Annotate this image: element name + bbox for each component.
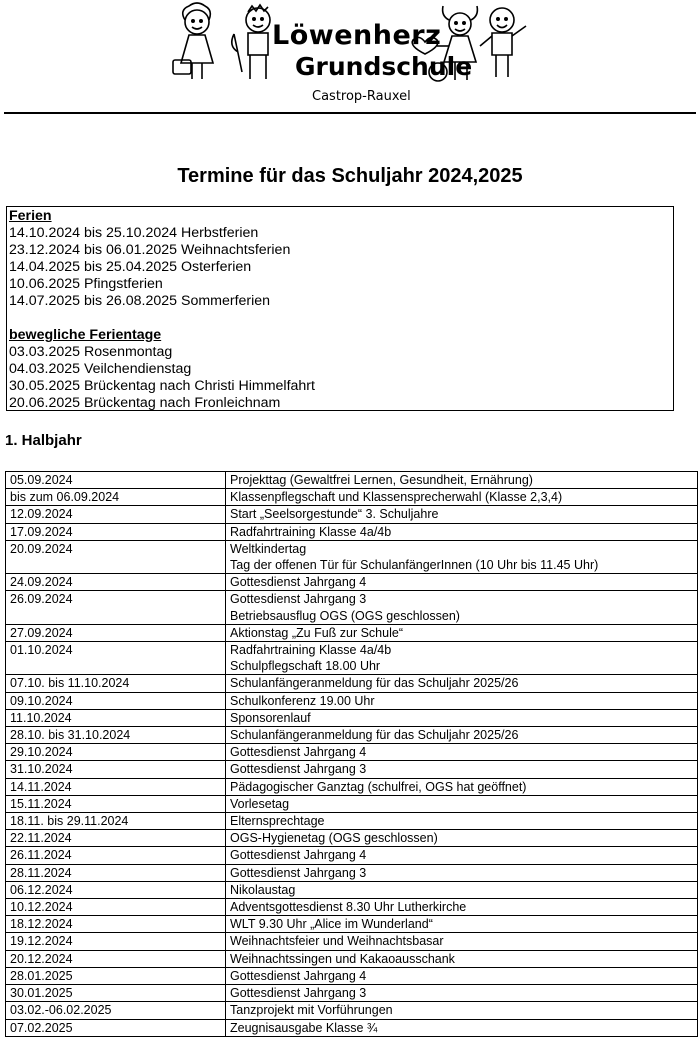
date-cell: 24.09.2024 xyxy=(6,574,226,591)
page-title: Termine für das Schuljahr 2024,2025 xyxy=(177,165,523,187)
table-row xyxy=(6,692,698,709)
table-row xyxy=(6,985,698,1002)
event-line: Vorlesetag xyxy=(230,796,290,811)
event-cell xyxy=(226,675,698,692)
event-line: OGS-Hygienetag (OGS geschlossen) xyxy=(230,831,438,846)
event-line: Klassenpflegschaft und Klassensprecherwahl (Klasse 2,3,4) xyxy=(230,490,563,505)
event-line: Betriebsausflug OGS (OGS geschlossen) xyxy=(230,608,460,623)
movable-day-item: 03.03.2025 Rosenmontag xyxy=(9,344,173,360)
date-cell: 28.10. bis 31.10.2024 xyxy=(6,727,226,744)
table-row xyxy=(6,744,698,761)
event-line: Elternsprechtage xyxy=(230,814,325,829)
table-row xyxy=(6,813,698,830)
date-cell: 17.09.2024 xyxy=(6,523,226,540)
event-cell xyxy=(226,523,698,540)
table-row xyxy=(6,642,698,675)
date-cell: 15.11.2024 xyxy=(6,795,226,812)
table-row xyxy=(6,506,698,523)
date-cell: 03.02.-06.02.2025 xyxy=(6,1002,226,1019)
event-line: Gottesdienst Jahrgang 4 xyxy=(230,848,367,863)
table-row xyxy=(6,1002,698,1019)
table-row xyxy=(6,574,698,591)
header-divider xyxy=(4,112,696,114)
table-row xyxy=(6,540,698,573)
event-line: Schulkonferenz 19.00 Uhr xyxy=(230,693,375,708)
event-line: Aktionstag „Zu Fuß zur Schule“ xyxy=(230,625,403,640)
event-cell xyxy=(226,709,698,726)
event-cell xyxy=(226,761,698,778)
holiday-item: 23.12.2024 bis 06.01.2025 Weihnachtsferien xyxy=(9,242,291,258)
holiday-item: 14.04.2025 bis 25.04.2025 Osterferien xyxy=(9,259,252,275)
table-row xyxy=(6,778,698,795)
event-cell xyxy=(226,933,698,950)
event-cell xyxy=(226,985,698,1002)
holiday-item: 14.07.2025 bis 26.08.2025 Sommerferien xyxy=(9,293,271,309)
date-cell: 09.10.2024 xyxy=(6,692,226,709)
event-line: Gottesdienst Jahrgang 3 xyxy=(230,986,367,1001)
table-row xyxy=(6,864,698,881)
event-line: Weihnachtsfeier und Weihnachtsbasar xyxy=(230,934,444,949)
date-cell: 19.12.2024 xyxy=(6,933,226,950)
event-cell xyxy=(226,967,698,984)
date-cell: 22.11.2024 xyxy=(6,830,226,847)
date-cell: 20.12.2024 xyxy=(6,950,226,967)
section-heading-halbjahr: 1. Halbjahr xyxy=(5,432,82,449)
event-line: Gottesdienst Jahrgang 3 xyxy=(230,592,367,607)
table-row xyxy=(6,847,698,864)
event-cell xyxy=(226,591,698,624)
table-row xyxy=(6,727,698,744)
table-row xyxy=(6,472,698,489)
event-cell xyxy=(226,830,698,847)
holidays-heading: Ferien xyxy=(9,208,52,224)
event-cell xyxy=(226,916,698,933)
event-line: Gottesdienst Jahrgang 3 xyxy=(230,865,367,880)
event-line: Radfahrtraining Klasse 4a/4b xyxy=(230,643,392,658)
table-row xyxy=(6,675,698,692)
movable-day-item: 20.06.2025 Brückentag nach Fronleichnam xyxy=(9,395,281,411)
event-cell xyxy=(226,642,698,675)
date-cell: 07.02.2025 xyxy=(6,1019,226,1036)
event-cell xyxy=(226,489,698,506)
event-cell xyxy=(226,472,698,489)
event-cell xyxy=(226,727,698,744)
movable-days-list xyxy=(9,344,673,412)
movable-days-heading: bewegliche Ferientage xyxy=(9,327,162,343)
event-cell xyxy=(226,624,698,641)
date-cell: 27.09.2024 xyxy=(6,624,226,641)
movable-day-item: 30.05.2025 Brückentag nach Christi Himmelfahrt xyxy=(9,378,315,394)
event-cell xyxy=(226,692,698,709)
date-cell: 30.01.2025 xyxy=(6,985,226,1002)
movable-day-item: 04.03.2025 Veilchendienstag xyxy=(9,361,192,377)
table-row xyxy=(6,591,698,624)
date-cell: 29.10.2024 xyxy=(6,744,226,761)
event-line: Weihnachtssingen und Kakaoausschank xyxy=(230,951,455,966)
event-line: Zeugnisausgabe Klasse ¾ xyxy=(230,1020,378,1035)
date-cell: 05.09.2024 xyxy=(6,472,226,489)
date-cell: 14.11.2024 xyxy=(6,778,226,795)
event-line: Nikolaustag xyxy=(230,882,296,897)
event-cell xyxy=(226,864,698,881)
event-line: Tag der offenen Tür für SchulanfängerInnen (10 Uhr bis 11.45 Uhr) xyxy=(230,558,599,573)
date-cell: 28.01.2025 xyxy=(6,967,226,984)
event-cell xyxy=(226,813,698,830)
event-cell xyxy=(226,1019,698,1036)
event-line: Gottesdienst Jahrgang 4 xyxy=(230,745,367,760)
date-cell: 20.09.2024 xyxy=(6,540,226,573)
table-row xyxy=(6,950,698,967)
date-cell: 10.12.2024 xyxy=(6,899,226,916)
table-row xyxy=(6,881,698,898)
date-cell: 18.11. bis 29.11.2024 xyxy=(6,813,226,830)
date-cell: 31.10.2024 xyxy=(6,761,226,778)
date-cell: 26.11.2024 xyxy=(6,847,226,864)
letterhead xyxy=(0,0,700,116)
school-name-line2: Grundschule xyxy=(295,52,473,81)
date-cell: 06.12.2024 xyxy=(6,881,226,898)
event-line: Gottesdienst Jahrgang 4 xyxy=(230,968,367,983)
event-cell xyxy=(226,1002,698,1019)
table-row xyxy=(6,523,698,540)
holiday-item: 14.10.2024 bis 25.10.2024 Herbstferien xyxy=(9,225,259,241)
event-line: Weltkindertag xyxy=(230,541,307,556)
event-line: Projekttag (Gewaltfrei Lernen, Gesundheit, Ernährung) xyxy=(230,473,533,487)
table-row xyxy=(6,830,698,847)
date-cell: 07.10. bis 11.10.2024 xyxy=(6,675,226,692)
event-line: Pädagogischer Ganztag (schulfrei, OGS hat geöffnet) xyxy=(230,779,527,794)
school-name-line1: Löwenherz xyxy=(272,20,442,51)
table-row xyxy=(6,795,698,812)
event-line: Gottesdienst Jahrgang 4 xyxy=(230,575,367,590)
school-city: Castrop-Rauxel xyxy=(312,89,411,104)
event-line: WLT 9.30 Uhr „Alice im Wunderland“ xyxy=(230,917,433,932)
holiday-item: 10.06.2025 Pfingstferien xyxy=(9,276,163,292)
event-line: Start „Seelsorgestunde“ 3. Schuljahre xyxy=(230,507,439,522)
event-cell xyxy=(226,847,698,864)
schedule-table xyxy=(5,471,698,1037)
holidays-list xyxy=(9,225,673,310)
date-cell: 28.11.2024 xyxy=(6,864,226,881)
event-line: Sponsorenlauf xyxy=(230,710,311,725)
event-line: Adventsgottesdienst 8.30 Uhr Lutherkirche xyxy=(230,900,467,915)
event-cell xyxy=(226,795,698,812)
event-line: Tanzprojekt mit Vorführungen xyxy=(230,1003,393,1018)
event-line: Schulpflegschaft 18.00 Uhr xyxy=(230,659,381,674)
table-row xyxy=(6,709,698,726)
table-row xyxy=(6,761,698,778)
table-row xyxy=(6,624,698,641)
event-line: Radfahrtraining Klasse 4a/4b xyxy=(230,524,392,539)
event-cell xyxy=(226,778,698,795)
event-line: Gottesdienst Jahrgang 3 xyxy=(230,762,367,777)
date-cell: 11.10.2024 xyxy=(6,709,226,726)
event-cell xyxy=(226,744,698,761)
table-row xyxy=(6,933,698,950)
date-cell: 12.09.2024 xyxy=(6,506,226,523)
event-cell xyxy=(226,899,698,916)
date-cell: 26.09.2024 xyxy=(6,591,226,624)
table-row xyxy=(6,899,698,916)
table-row xyxy=(6,967,698,984)
holidays-box xyxy=(6,206,674,411)
event-line: Schulanfängeranmeldung für das Schuljahr 2025/26 xyxy=(230,676,519,691)
event-cell xyxy=(226,506,698,523)
date-cell: 01.10.2024 xyxy=(6,642,226,675)
event-cell xyxy=(226,574,698,591)
date-cell: bis zum 06.09.2024 xyxy=(6,489,226,506)
event-line: Schulanfängeranmeldung für das Schuljahr 2025/26 xyxy=(230,728,519,743)
event-cell xyxy=(226,881,698,898)
table-row xyxy=(6,1019,698,1036)
table-row xyxy=(6,489,698,506)
date-cell: 18.12.2024 xyxy=(6,916,226,933)
table-row xyxy=(6,916,698,933)
event-cell xyxy=(226,950,698,967)
event-cell xyxy=(226,540,698,573)
